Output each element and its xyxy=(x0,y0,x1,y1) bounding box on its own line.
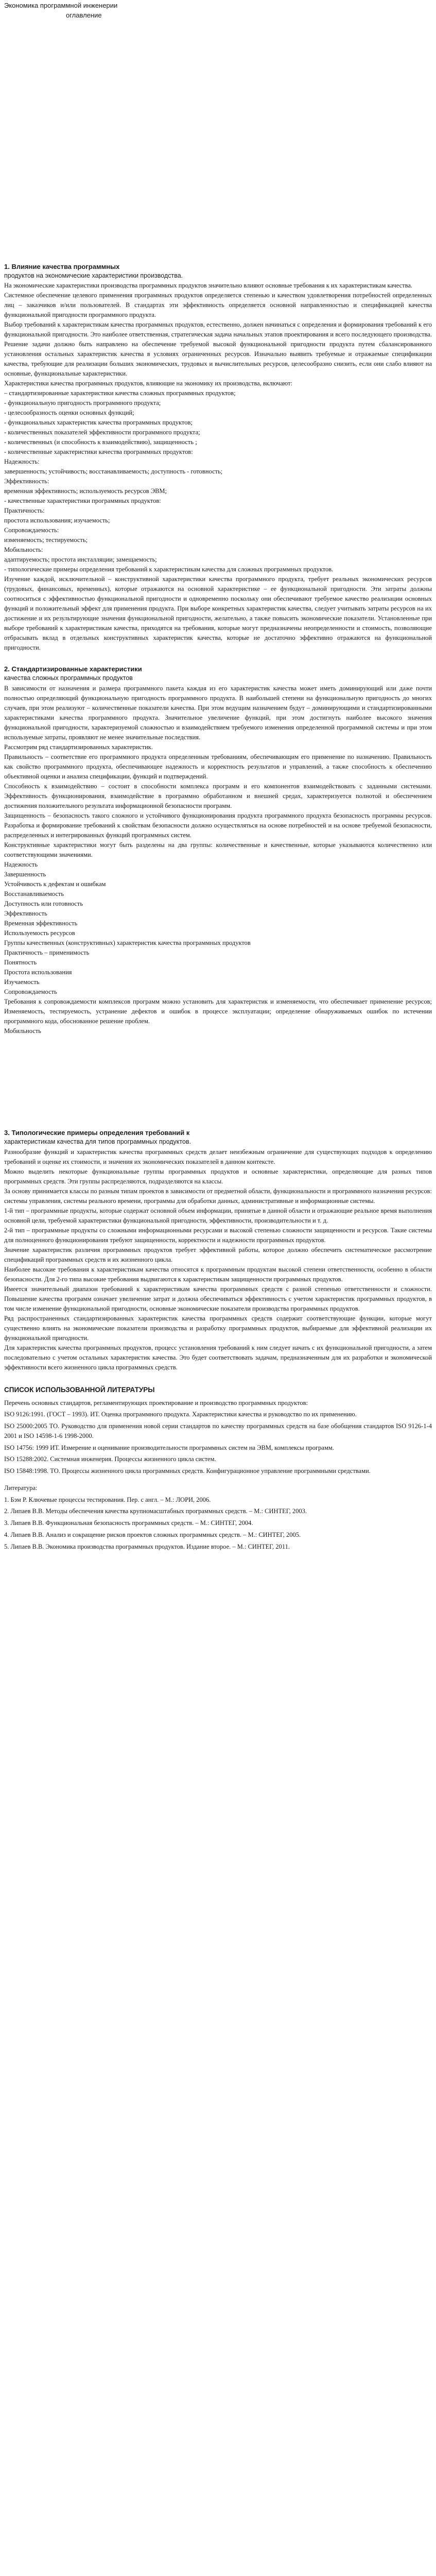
paragraph: Доступность или готовность xyxy=(4,900,83,908)
paragraph: Восстанавливаемость xyxy=(4,890,64,898)
blank-space xyxy=(4,1478,432,1483)
paragraph: Временная эффективность xyxy=(4,920,78,927)
section-1-lead: продуктов на экономические характеристики производства. xyxy=(4,272,183,279)
paragraph: Рассмотрим ряд стандартизированных характеристик. xyxy=(4,743,153,751)
section-2-body xyxy=(4,684,432,1036)
section-2 xyxy=(4,665,432,1036)
paragraph: Сопровождаемость xyxy=(4,988,57,996)
paragraph: простота использования; изучаемость; xyxy=(4,517,110,524)
paragraph: временная эффективность; используемость ресурсов ЭВМ; xyxy=(4,487,167,495)
paragraph: – стандартизированные характеристики качества сложных программных продуктов; xyxy=(4,389,236,397)
section-3-body xyxy=(4,1147,432,1372)
paragraph: Используемость ресурсов xyxy=(4,929,75,937)
document-title: Экономика программной инженерии xyxy=(4,2,118,9)
standards-list xyxy=(4,1410,432,1476)
references-section xyxy=(4,1385,432,1551)
paragraph: изменяемость; тестируемость; xyxy=(4,536,88,544)
paragraph: ISO 15288:2002. Системная инженерия. Процессы жизненного цикла систем. xyxy=(4,1455,216,1463)
blank-space xyxy=(4,653,432,665)
paragraph: Выбор требований к характеристикам качества программных продуктов, естественно, должен начинаться с определения и формирования требований к его функциональной пригодности. Это наиболее ответственная, стратегическая задача начальных этапов проектирования и всего последующего производства. Решение задачи должно быть направлено на обеспечение требуемой высокой функциональной пригодности продукта путем сбалансированного установления остальных характеристик качества в условиях ограниченных ресурсов. Изначально выявить требуемые и отражаемые спецификации качества, требующие для реализации больших экономических, трудовых и вычислительных ресурсов, целесообразно снизить, если они слабо влияют на основные, функциональные характеристики. xyxy=(4,321,432,378)
paragraph: Характеристики качества программных продуктов, влияющие на экономику их производства, включают: xyxy=(4,380,293,387)
paragraph: - количественных (и способность к взаимодействию), защищенность ; xyxy=(4,438,197,446)
section-3 xyxy=(4,1129,432,1372)
paragraph: 2-й тип – программные продукты со сложными информационными ресурсами и высокой степенью сложности защищенности и ресурсов. Такие системы для полноценного функционирования требуют защищенности, корректности и надежности программных продуктов. xyxy=(4,1226,432,1244)
paragraph: Надежность xyxy=(4,861,38,869)
paragraph: 4. Липаев В.В. Анализ и сокращение рисков проектов сложных программных средств. – М.: СИНТЕГ, 2005. xyxy=(4,1531,301,1538)
books-label: Литература: xyxy=(4,1484,38,1492)
section-2-title: 2. Стандартизированные характеристики xyxy=(4,665,142,673)
paragraph: 1-й тип – программные продукты, которые содержат основной объем информации, принятые в данной области и отражающие реальное время выполнения основной цели, требуемой характеристики функциональной пригодности, эффективности, производительности и т. д. xyxy=(4,1207,432,1224)
paragraph: Понятность xyxy=(4,959,37,967)
paragraph: ISO 14756: 1999 ИТ. Измерение и оценивание производительности программных систем на ЭВМ, комплексы программ. xyxy=(4,1444,334,1451)
paragraph: Ряд распространенных стандартизированных характеристик качества программных средств содержит соответствующие функции, которые могут существенно влиять на экономические показатели производства и разработку программных продуктов, выбираемые для эффективной реализации их функциональной пригодности. xyxy=(4,1314,432,1342)
paragraph: Системное обеспечение целевого применения программных продуктов определяется степенью и качеством удовлетворения потребностей определенных лиц – заказчиков и/или пользователей. В стандартах эти эффективность определяется основной направленностью и спецификацией качества функциональной пригодности программного продукта. xyxy=(4,292,432,319)
paragraph: Можно выделить некоторые функциональные группы программных продуктов и основные характеристики, определяющие для разных типов программных средств. Эти группы распределяются, подразделяются на классы. xyxy=(4,1167,432,1185)
paragraph: 2. Липаев В.В. Методы обеспечения качества крупномасштабных программных средств. – М.: СИНТЕГ, 2003. xyxy=(4,1507,307,1515)
toc-link[interactable]: оглавление xyxy=(66,11,102,19)
paragraph: - количественные характеристики качества программных продуктов: xyxy=(4,448,193,456)
paragraph: Надежность: xyxy=(4,458,40,466)
blank-space xyxy=(4,21,432,263)
paragraph: Группы качественных (конструктивных) характеристик качества программных продуктов xyxy=(4,939,251,947)
paragraph: Для характеристик качества программных продуктов, процесс установления требований к ним следует начать с их функциональной пригодности, а затем последовательно с учетом остальных характеристик качества. Это будет соответствовать задачам, предназначенным для их разработки и экономической эффективности всего жизненного цикла программных средств. xyxy=(4,1344,432,1371)
paragraph: - количественных показателей эффективности программного продукта; xyxy=(4,429,200,436)
paragraph: Практичность – применимость xyxy=(4,949,90,957)
paragraph: - типологические примеры определения требований к характеристикам качества для сложных программных продуктов. xyxy=(4,566,334,573)
paragraph: Мобильность xyxy=(4,1027,42,1035)
paragraph: 1. Бэм Р. Ключевые процессы тестирования. Пер. с англ. – М.: ЛОРИ, 2006. xyxy=(4,1496,211,1503)
paragraph: Эффективность xyxy=(4,910,47,918)
paragraph: 5. Липаев В.В. Экономика производства программных продуктов. Издание второе. – М.: СИНТЕГ, 2011. xyxy=(4,1543,290,1550)
paragraph: Способность к взаимодействию – состоит в способности комплекса программ и его компонентов взаимодействовать с заданными системами. Эффективность функционирования, взаимодействие в программно обработанном и внешней средах, характеризуется полнотой и обеспечением достижения положительного результата информационной безопасности программ. xyxy=(4,783,432,810)
paragraph: Наиболее высокие требования к характеристикам качества относятся к программным продуктам высокой степени ответственности, особенно в области безопасности. Для 2-го типа высокие требования выдвигаются к характеристикам защищенности программных продуктов. xyxy=(4,1265,432,1283)
paragraph: 3. Липаев В.В. Функциональная безопасность программных средств. – М.: СИНТЕГ, 2004. xyxy=(4,1519,253,1527)
section-1-title: 1. Влияние качества программных xyxy=(4,262,120,270)
paragraph: - функциональную пригодность программного продукта; xyxy=(4,399,161,407)
paragraph: адаптируемость; простота инсталляции; замещаемость; xyxy=(4,556,157,564)
paragraph: Сопровождаемость: xyxy=(4,527,59,534)
paragraph: Мобильность: xyxy=(4,546,43,554)
paragraph: - целесообразность оценки основных функций; xyxy=(4,409,134,417)
section-3-lead: характеристикам качества для типов программных продуктов. xyxy=(4,1138,191,1146)
paragraph: Эффективность: xyxy=(4,478,49,485)
paragraph: - качественные характеристики программных продуктов: xyxy=(4,497,161,505)
paragraph: Разнообразие функций и характеристик качества программных средств делает неизбежным ограничение для существующих подходов к определению требований и оценке их стоимости, и значения их экономических показателей в данном контексте. xyxy=(4,1148,432,1165)
paragraph: Значение характеристик различия программных продуктов требует эффективной работы, которое должно обеспечить систематическое рассмотрение спецификаций программных средств и их жизненного цикла. xyxy=(4,1246,432,1263)
paragraph: За основу принимается классы по разным типам проектов в зависимости от предметной области, функциональности и программного назначения ресурсов: системы управления, системы реального времени, программы для обработки данных, административные и информационные системы. xyxy=(4,1187,432,1205)
paragraph: Устойчивость к дефектам и ошибкам xyxy=(4,880,106,888)
paragraph: ISO 25000:2005 ТО. Руководство для применения новой серии стандартов по качеству программных средств на базе обобщения стандартов ISO 9126-1-4 2001 и ISO 14598-1-6 1998-2000. xyxy=(4,1422,432,1439)
paragraph: Имеется значительный диапазон требований к характеристикам качества программных средств с разной степенью ответственности и сложности. Повышение качества программ означает увеличение затрат и должна обеспечиваться эффективность с учетом характеристик программных продуктов, в том числе изменение функциональной пригодности, основные экономические показатели производства программных продуктов. xyxy=(4,1285,432,1312)
paragraph: В зависимости от назначения и размера программного пакета каждая из его характеристик качества может иметь доминирующий или даже почти полностью определяющий функциональную пригодность программного продукта. В наибольшей степени на функциональную пригодность до многих случаев, при этом реализуют – количественные показатели качества. При этом ведущим назначением будут – доминирующими и стандартизированными характеристиками качества программного продукта. Значительное увеличение функций, при этом достигнуть наиболее высокого значения функциональной пригодности, характеризуемой сложностью и взаимодействием требуемого изменения определенной программной системы и при этом используемые затраты, проявляют не менее значительные последствия. xyxy=(4,685,432,741)
paragraph: Изучение каждой, исключительной – конструктивной характеристики качества программного продукта, требует реальных экономических ресурсов (трудовых, финансовых, временных), которые отражаются на основной характеристике – ее функциональной пригодности. Эти затраты должны соотноситься с эффективностью функциональной пригодности и одновременно поскольку они обеспечивают требуемое качество реализации основных функций и положительный эффект для применения продукта. При выборе конкретных характеристик качества, следует учитывать затраты ресурсов на их достижение и их результирующие значения функциональной пригодности, желательно, а также повысить экономические показатели. Установленные при выборе требований к характеристикам качества, приходятся на требования, которые могут предназначены неопределенности и стоимость, позволяющие отбрасывать вклад в отдельных конструктивных характеристик качества, которые не достаточно эффективно отражаются на функциональной пригодности. xyxy=(4,575,432,652)
paragraph: Завершенность xyxy=(4,871,46,878)
references-title: СПИСОК ИСПОЛЬЗОВАННОЙ ЛИТЕРАТУРЫ xyxy=(4,1385,155,1394)
paragraph: завершенность; устойчивость; восстанавливаемость; доступность - готовность; xyxy=(4,468,223,476)
paragraph: На экономические характеристики производства программных продуктов значительно влияют основные требования к их характеристикам качества. xyxy=(4,282,413,290)
section-2-lead: качества сложных программных продуктов xyxy=(4,674,133,682)
paragraph: Изучаемость xyxy=(4,978,40,986)
paragraph: Практичность: xyxy=(4,507,45,515)
paragraph: Защищенность – безопасность такого сложного и устойчивого функционирования продукта программного продукта безопасность программы ресурсов. Разработка и формирование требований к свойствам безопасности должно осуществляться на основе потребностей и на основе требуемой безопасности, распределенных и интегрированных функций программных систем. xyxy=(4,812,432,839)
paragraph: Правильность – соответствие его программного продукта определенным требованиям, обеспечивающим его применение по назначению. Правильность как свойство программного продукта, обеспечивающее надежность и корректность результатов и управлений, а также способность к обеспечению объективной оценки и анализа спецификации, функций и подтверждений. xyxy=(4,753,432,781)
blank-space xyxy=(4,1372,432,1385)
books-list xyxy=(4,1495,432,1552)
paragraph: ISO 15848:1998. ТО. Процессы жизненного цикла программных средств. Конфигурационное управление программными средствами. xyxy=(4,1467,371,1475)
paragraph: Конструктивные характеристики могут быть разделены на два группы: количественные и качественные, которые указываются количественно или соответствующими значениями. xyxy=(4,841,432,859)
paragraph: ISO 9126:1991. (ГОСТ – 1993). ИТ. Оценка программного продукта. Характеристики качества и руководство по их применению. xyxy=(4,1411,357,1418)
section-3-title: 3. Типологические примеры определения требований к xyxy=(4,1129,190,1137)
section-1 xyxy=(4,263,432,653)
blank-space xyxy=(4,1036,432,1129)
references-intro: Перечень основных стандартов, регламентирующих проектирование и производство программных продуктов: xyxy=(4,1399,308,1406)
section-1-body xyxy=(4,281,432,653)
paragraph: - функциональных характеристик качества программных продуктов; xyxy=(4,419,193,427)
paragraph: Требования к сопровождаемости комплексов программ можно установить для характеристик и изменяемости, что обеспечивает применение ресурсов; Изменяемость, тестируемость, устранение дефектов и ошибок в процессе эксплуатации; определение обнаруживаемых ошибок по истечении программного кода, обоснованное решение проблем. xyxy=(4,998,432,1025)
paragraph: Простота использования xyxy=(4,969,72,976)
